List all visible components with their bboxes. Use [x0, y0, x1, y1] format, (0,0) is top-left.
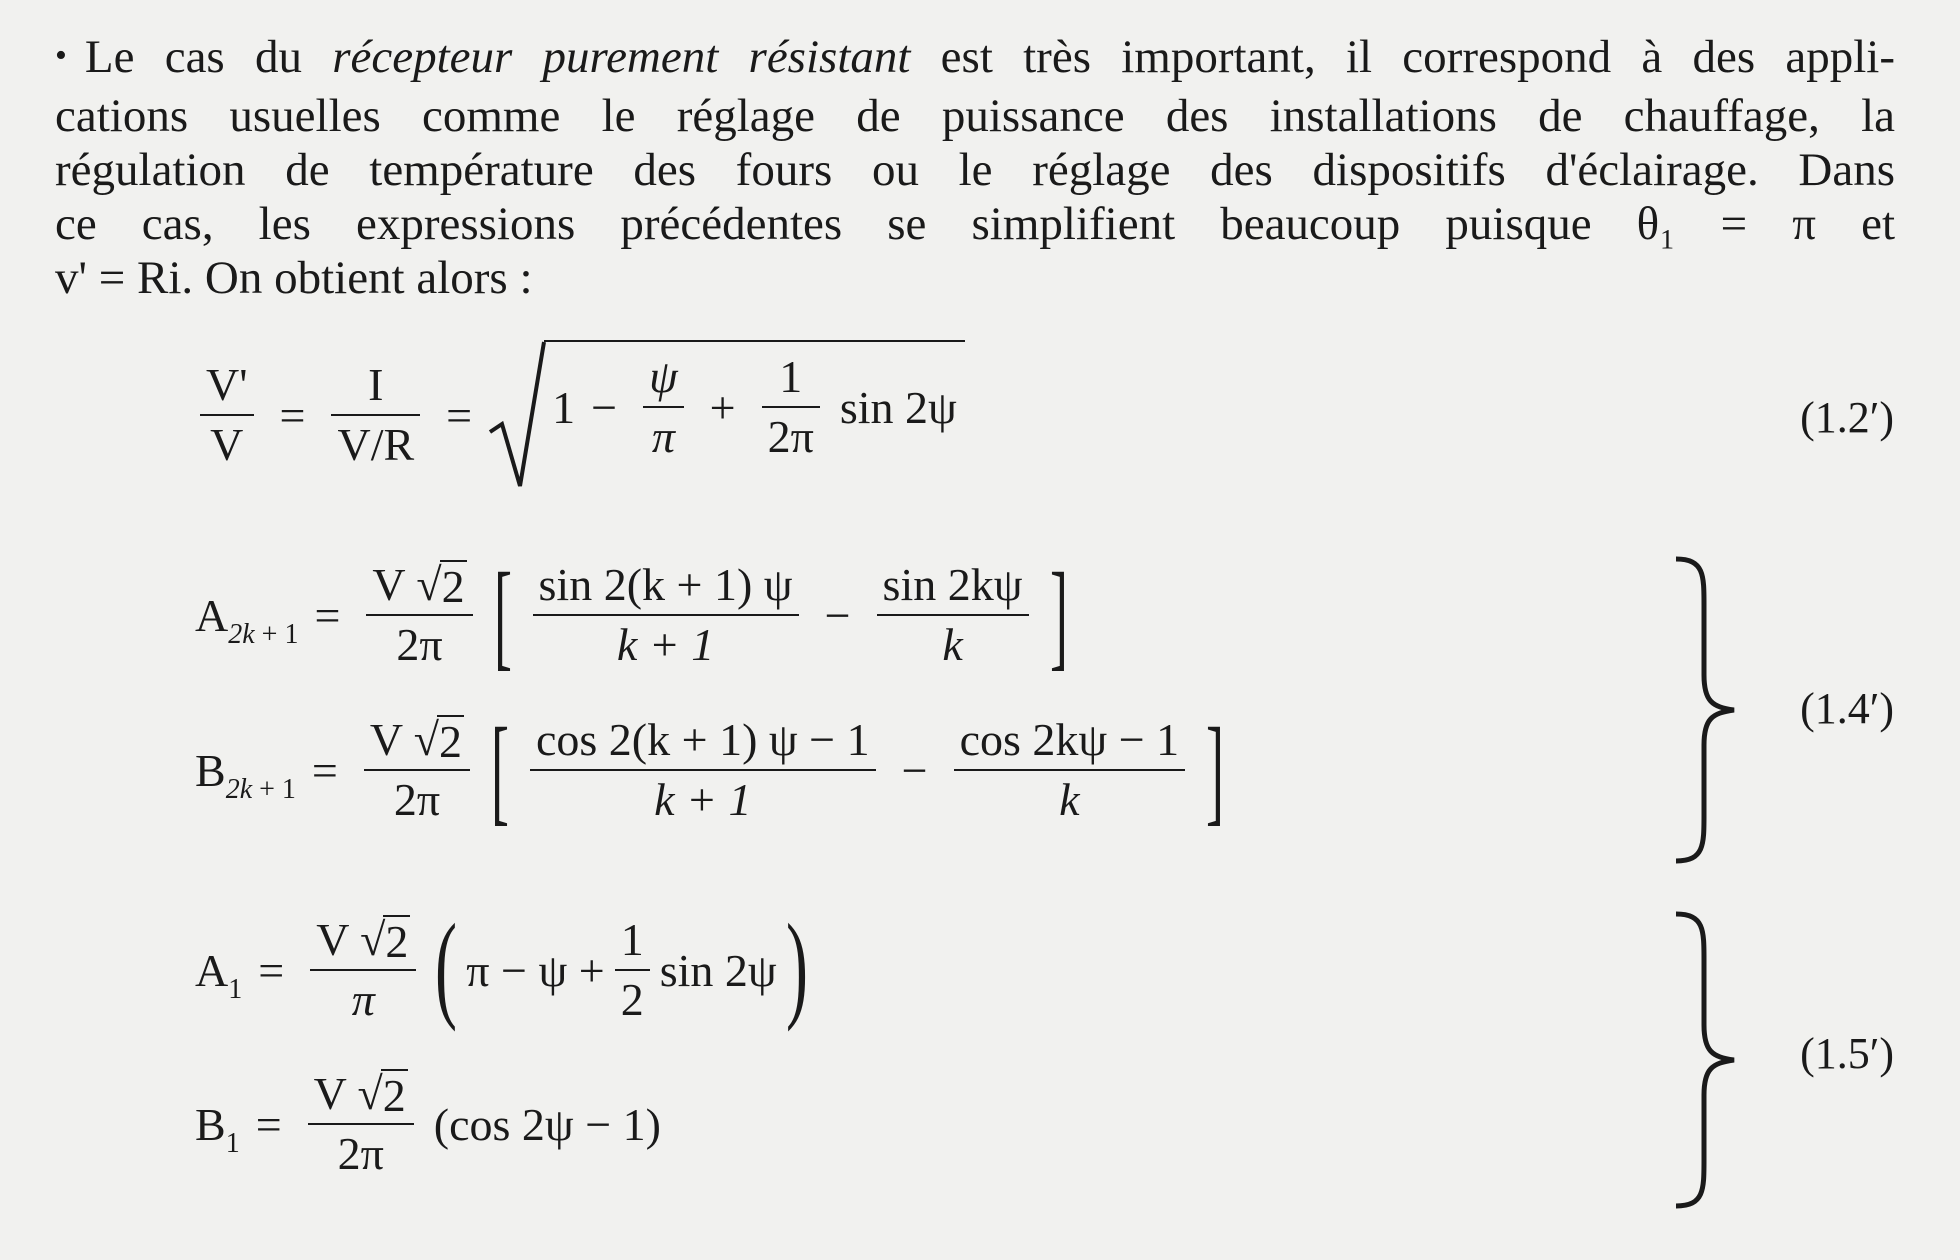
paragraph-line-1-emphasis: récepteur purement résistant	[332, 31, 911, 83]
equation-a-1	[195, 899, 817, 1032]
a-letter: A	[195, 944, 229, 996]
right-brace-icon	[1670, 910, 1740, 1210]
paragraph-line-1	[55, 30, 1895, 89]
sin-term: sin 2ψ	[839, 381, 957, 433]
equals-sign: =	[446, 389, 473, 441]
paragraph-line-1-post: est très important, il correspond à des appli-	[910, 31, 1895, 83]
radicand: 2	[382, 1070, 406, 1121]
frac-den: k	[1059, 774, 1080, 825]
square-root	[488, 340, 965, 490]
frac-num: sin 2kψ	[882, 559, 1023, 610]
minus-sign: −	[591, 381, 618, 433]
frac-num: I	[368, 359, 384, 410]
equals-sign: =	[311, 744, 338, 796]
frac-num	[366, 556, 472, 614]
intro-paragraph	[55, 30, 1895, 305]
equation-number: (1.5′)	[1800, 1029, 1894, 1078]
frac-den: π	[651, 411, 675, 462]
frac-num	[364, 711, 470, 769]
frac-den: 2π	[767, 411, 814, 462]
coefficient-fraction	[364, 711, 470, 829]
subscript-plus-one: + 1	[254, 618, 299, 650]
coefficient-fraction	[366, 556, 472, 674]
paragraph-line-4: ce cas, les expressions précédentes se simplifient beaucoup puisque θ₁ = π et	[55, 198, 1895, 250]
equals-sign: =	[279, 389, 306, 441]
paragraph-line-1-pre: Le cas du	[84, 31, 333, 83]
minus-sign: −	[901, 744, 928, 796]
equation-1-2-body	[190, 340, 965, 490]
sqrt-two: √ 2	[416, 559, 465, 612]
a1-body-post: sin 2ψ	[659, 944, 777, 996]
minus-sign: −	[824, 589, 851, 641]
frac-num	[310, 911, 416, 969]
frac-den: k	[942, 619, 963, 670]
left-bracket: [	[491, 703, 509, 836]
equation-a-2k-plus-1	[195, 548, 1079, 681]
frac-den: k + 1	[654, 774, 752, 825]
paragraph-line-2: cations usuelles comme le réglage de puissance des installations de chauffage, la	[55, 90, 1895, 142]
frac-den	[390, 616, 448, 674]
v-letter: V	[313, 1068, 347, 1119]
subscript-2k: 2k	[228, 618, 255, 650]
frac-num: cos 2(k + 1) ψ − 1	[535, 714, 870, 765]
a1-symbol	[195, 944, 243, 1005]
a1-body-pre: π − ψ +	[466, 944, 605, 996]
a-symbol	[195, 589, 299, 650]
term-fraction-2	[877, 556, 1029, 674]
frac-den	[388, 771, 446, 829]
equals-sign: =	[258, 944, 285, 996]
coefficient-fraction	[308, 1065, 414, 1183]
b1-body: (cos 2ψ − 1)	[433, 1098, 661, 1150]
paragraph-line-3: régulation de température des fours ou le réglage des dispositifs d'éclairage. Dans	[55, 144, 1895, 196]
equals-sign: =	[314, 589, 341, 641]
subscript-one: 1	[228, 973, 243, 1005]
frac-den: V/R	[337, 419, 415, 470]
b1-symbol	[195, 1098, 240, 1159]
term-fraction-1	[530, 711, 876, 829]
frac-num: 1	[779, 351, 803, 402]
frac-num: 1	[620, 914, 644, 965]
b-letter: B	[195, 1098, 226, 1150]
equation-b-1	[195, 1065, 661, 1183]
equation-number: (1.2′)	[1800, 393, 1894, 442]
frac-num: V'	[206, 359, 248, 410]
subscript-one: 1	[225, 1127, 240, 1159]
frac-den: 2π	[337, 1128, 384, 1179]
radicand: 2	[441, 561, 465, 612]
sqrt-two: √ 2	[357, 1068, 406, 1121]
term-fraction-1	[533, 556, 799, 674]
b-symbol	[195, 744, 296, 805]
plus-sign: +	[709, 381, 736, 433]
fraction-one-half	[615, 911, 650, 1029]
fraction-i-over-v-r	[331, 356, 420, 474]
frac-num: cos 2kψ − 1	[959, 714, 1180, 765]
coefficient-fraction	[310, 911, 416, 1029]
equation-b-2k-plus-1	[195, 703, 1235, 836]
v-letter: V	[369, 714, 403, 765]
radicand: 2	[439, 716, 463, 767]
sqrt-two: √ 2	[413, 714, 463, 767]
a-letter: A	[195, 589, 229, 641]
frac-num: sin 2(k + 1) ψ	[538, 559, 793, 610]
radicand-one: 1	[552, 381, 576, 433]
frac-den: π	[351, 974, 375, 1025]
frac-num: ψ	[649, 351, 678, 402]
radicand	[544, 340, 965, 466]
equation-number: (1.4′)	[1800, 684, 1894, 733]
left-bracket: [	[493, 548, 512, 681]
b-letter: B	[195, 744, 226, 796]
right-parenthesis: )	[785, 899, 808, 1032]
frac-den: k + 1	[616, 619, 715, 670]
den-text: 2π	[396, 619, 443, 670]
equals-sign: =	[255, 1098, 282, 1150]
left-parenthesis: (	[435, 899, 458, 1032]
radical-sign-icon	[488, 340, 546, 490]
den-text: 2π	[393, 774, 441, 825]
paragraph-line-5: v' = Ri. On obtient alors :	[55, 252, 533, 304]
v-letter: V	[372, 559, 405, 610]
v-letter: V	[316, 914, 349, 965]
subscript-plus-one: + 1	[252, 773, 296, 805]
radicand: 2	[385, 916, 409, 967]
sqrt-two: √ 2	[360, 914, 409, 967]
subscript-2k: 2k	[225, 773, 253, 805]
right-bracket: ]	[1049, 548, 1068, 681]
frac-den: 2	[620, 974, 644, 1025]
right-bracket: ]	[1206, 703, 1225, 836]
frac-num	[308, 1065, 414, 1123]
right-brace-icon	[1670, 555, 1740, 865]
fraction-v-prime-over-v	[200, 356, 254, 474]
bullet-icon: •	[55, 37, 67, 74]
fraction-one-over-two-pi	[762, 348, 820, 466]
frac-den: V	[210, 419, 244, 470]
fraction-psi-over-pi	[643, 348, 684, 466]
term-fraction-2	[954, 711, 1186, 829]
